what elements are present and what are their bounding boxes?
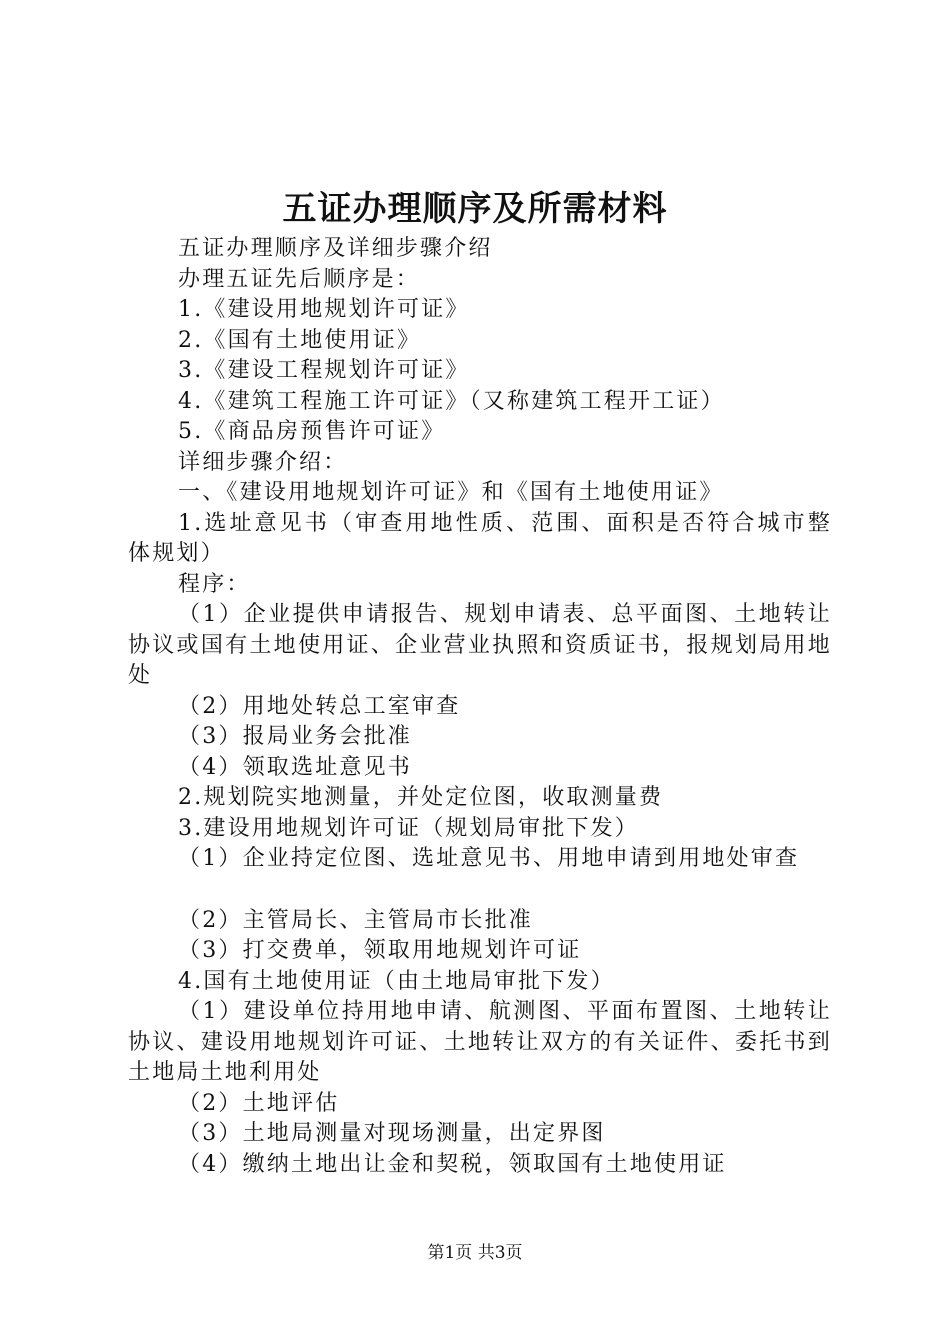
page-footer: 第1页 共3页 [427,1243,523,1263]
document-body [128,234,832,1180]
paragraph: 五证办理顺序及详细步骤介绍 [178,236,493,261]
paragraph: （3）打交费单，领取用地规划许可证 [178,938,582,963]
paragraph: 程序： [178,571,251,597]
document-title: 五证办理顺序及所需材料 [282,189,668,229]
section-heading: 一、《建设用地规划许可证》和《国有土地使用证》 [178,480,724,505]
paragraph: 3.建设用地规划许可证（规划局审批下发） [178,815,639,841]
list-item: 5.《商品房预售许可证》 [178,419,446,444]
paragraph: 2.规划院实地测量，并处定位图，收取测量费 [178,785,664,810]
paragraph: （4）缴纳土地出让金和契税，领取国有土地使用证 [178,1151,727,1177]
paragraph: （2）主管局长、主管局市长批准 [178,907,533,933]
paragraph: （4）领取选址意见书 [178,754,412,780]
list-item: 2.《国有土地使用证》 [178,327,422,353]
paragraph: （3）报局业务会批准 [178,724,412,749]
paragraph: （2）用地处转总工室审查 [178,693,461,719]
paragraph: （3）土地局测量对现场测量，出定界图 [178,1121,606,1146]
paragraph: 详细步骤介绍： [178,449,348,475]
paragraph: （2）土地评估 [178,1090,340,1116]
paragraph: 4.国有土地使用证（由土地局审批下发） [178,968,615,994]
paragraph: 1.选址意见书（审查用地性质、范围、面积是否符合城市整体规划） [128,510,832,566]
list-item: 3.《建设工程规划许可证》 [178,358,470,383]
paragraph: 办理五证先后顺序是： [178,266,421,292]
blank-line [128,875,832,906]
list-item: 1.《建设用地规划许可证》 [178,297,470,322]
paragraph: （1）企业提供申请报告、规划申请表、总平面图、土地转让协议或国有土地使用证、企业营业执照和资质证书，报规划局用地处 [128,602,832,688]
list-item: 4.《建筑工程施工许可证》（又称建筑工程开工证） [178,388,725,414]
paragraph: （1）建设单位持用地申请、航测图、平面布置图、土地转让协议、建设用地规划许可证、土地转让双方的有关证件、委托书到土地局土地利用处 [128,999,832,1085]
paragraph: （1）企业持定位图、选址意见书、用地申请到用地处审查 [178,846,800,871]
